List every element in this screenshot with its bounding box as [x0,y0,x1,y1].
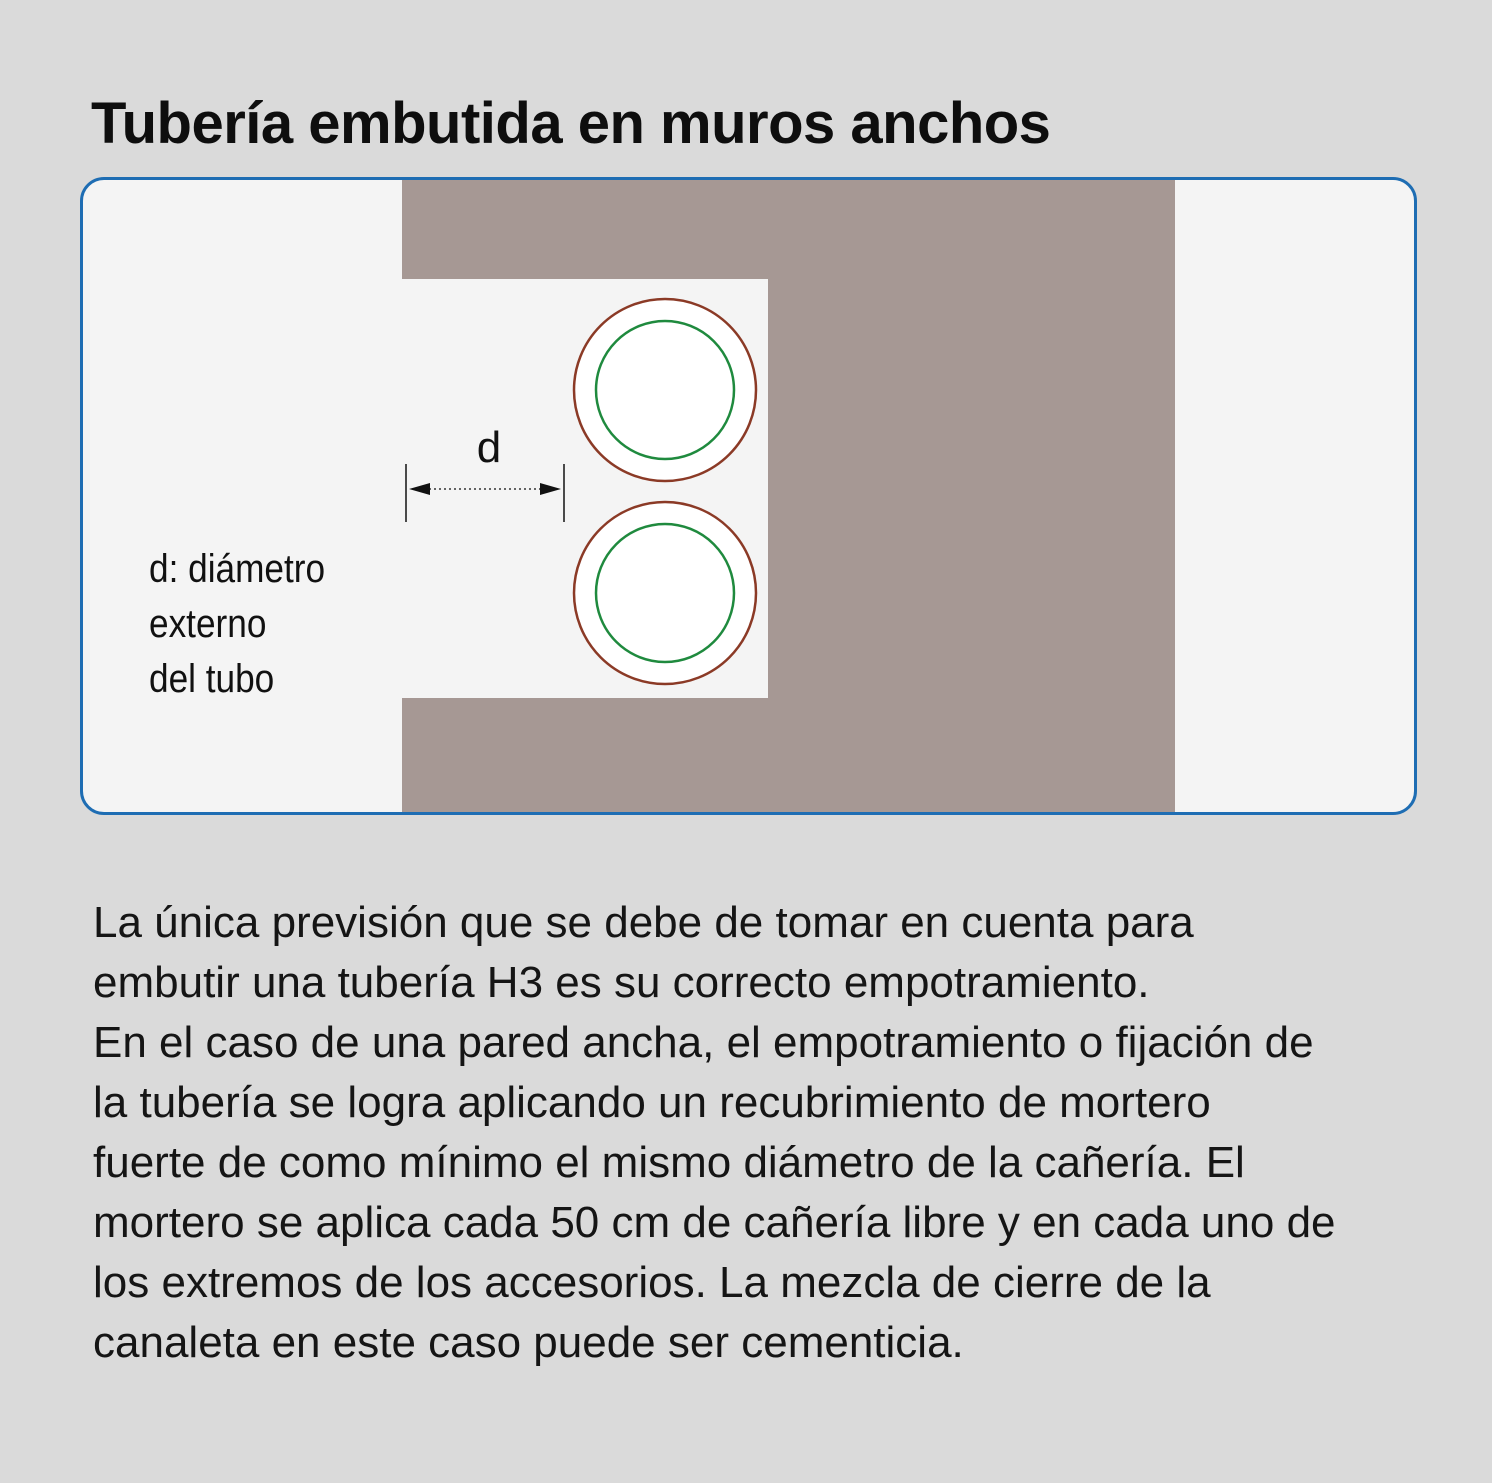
pipe-lower-inner-ring [596,524,734,662]
dimension-label: d [476,423,502,472]
pipe-upper [574,299,756,481]
description-line: embutir una tubería H3 es su correcto empotramiento. [93,958,1150,1007]
diagram-panel [80,177,1417,815]
description-line: mortero se aplica cada 50 cm de cañería libre y en cada uno de [93,1198,1336,1247]
dimension-arrow-right-icon [540,483,561,495]
description-line: La única previsión que se debe de tomar en cuenta para [93,898,1194,947]
description-line: fuerte de como mínimo el mismo diámetro de la cañería. El [93,1138,1245,1187]
description-line: En el caso de una pared ancha, el empotramiento o fijación de [93,1018,1314,1067]
wall-section-diagram [83,180,1414,812]
dimension-line [406,464,564,522]
legend-line: externo [149,602,267,646]
wall-section [402,180,1175,812]
description-line: los extremos de los accesorios. La mezcla de cierre de la [93,1258,1211,1307]
pipe-upper-inner-ring [596,321,734,459]
description-line: la tubería se logra aplicando un recubrimiento de mortero [93,1078,1211,1127]
page-title: Tubería embutida en muros anchos [91,91,1051,156]
legend-line: del tubo [149,657,275,701]
description-paragraph [93,893,1433,1373]
pipe-lower [574,502,756,684]
legend-line: d: diámetro [149,547,326,591]
diagram-legend [149,542,325,707]
description-line: canaleta en este caso puede ser cementicia. [93,1318,964,1367]
dimension-arrow-left-icon [409,483,430,495]
